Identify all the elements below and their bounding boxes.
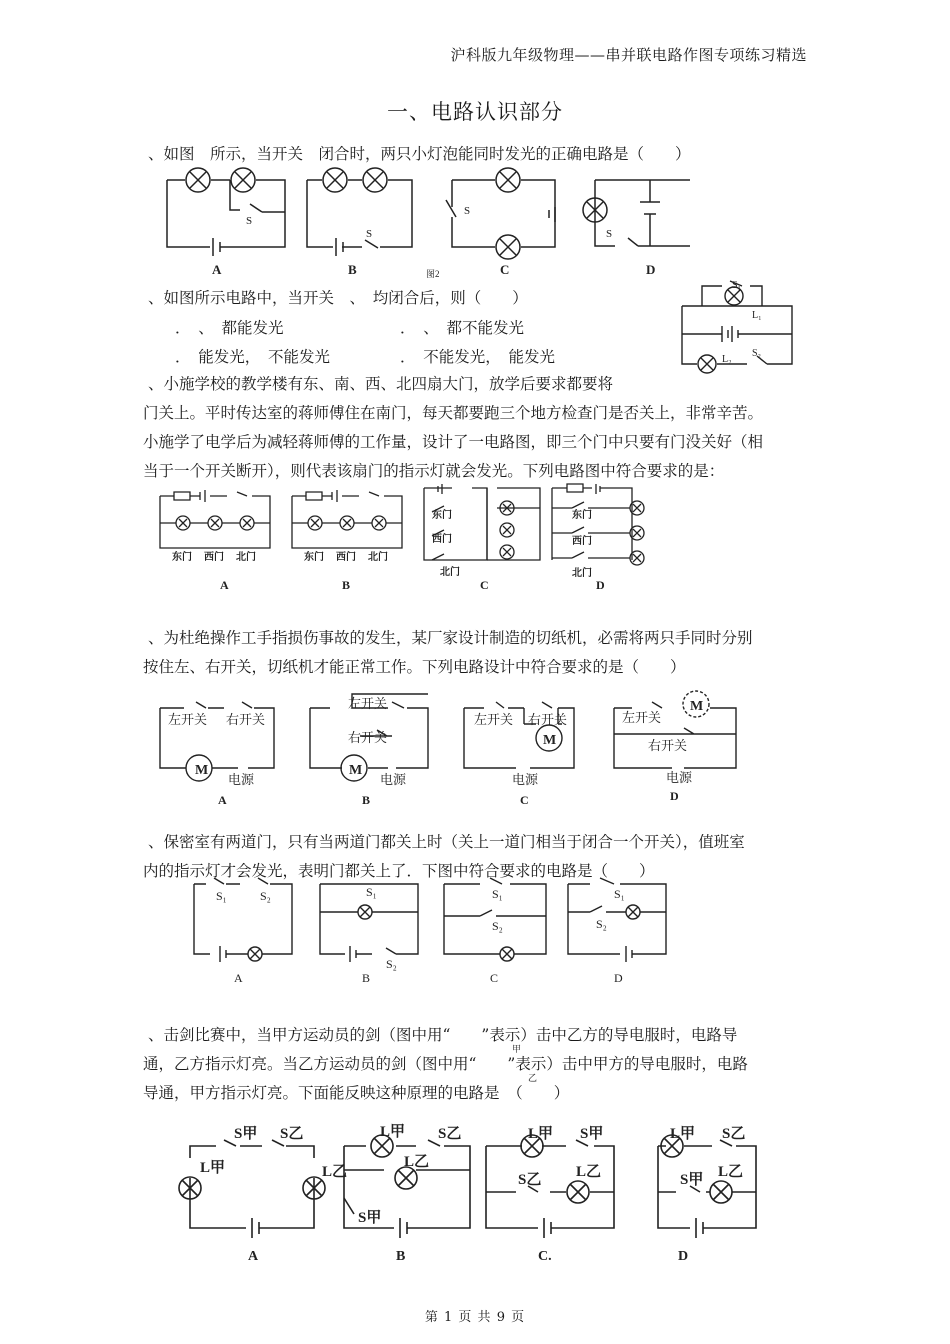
label-s-jia: S甲: [234, 1126, 258, 1142]
question-3-circuits: [152, 478, 652, 596]
label-l-yi: L乙: [404, 1154, 430, 1170]
left-switch-label: 左开关: [622, 710, 662, 725]
label-s2: S₂: [386, 957, 397, 971]
option-c: ． 能发光， 不能发光: [175, 348, 331, 366]
section-title: 一、电路认识部分: [387, 100, 563, 124]
option-d: ． 不能发光， 能发光: [400, 348, 556, 366]
question-3-line-4: 当于一个开关断开），则代表该扇门的指示灯就会发光。下列电路图中符合要求的是：: [143, 462, 725, 480]
label-l-jia: L甲: [670, 1126, 696, 1142]
switch-label: S: [246, 215, 253, 227]
figure-label-a: A: [248, 1249, 259, 1264]
label-s2: S₂: [492, 919, 503, 933]
motor-label: M: [690, 699, 704, 714]
label-s-yi: S乙: [280, 1126, 304, 1142]
label-l-jia: L甲: [380, 1124, 406, 1140]
question-2-text: 、如图所示电路中，当开关 、 均闭合后，则（ ）: [148, 289, 528, 307]
right-switch-label: 右开关: [226, 712, 266, 727]
power-label: 电源: [512, 772, 539, 787]
door-label-east: 东门: [572, 510, 592, 521]
label-s-jia: S甲: [680, 1172, 704, 1188]
door-label-east: 东门: [304, 552, 324, 563]
door-label-north: 北门: [368, 552, 388, 563]
question-4-circuits: [152, 686, 752, 810]
door-label-north: 北门: [440, 567, 460, 578]
figure-label-d: D: [646, 262, 656, 277]
question-3-line-3: 小施学了电学后为减轻蒋师傅的工作量，设计了一电路图，即三个门中只要有门没关好（相: [143, 433, 764, 451]
label-s-yi: S乙: [438, 1126, 462, 1142]
label-s2: S₂: [752, 348, 762, 359]
motor-label: M: [349, 763, 363, 778]
figure-label-c: C.: [538, 1249, 552, 1264]
question-2-circuit: [672, 276, 802, 380]
figure-label-a: A: [234, 971, 243, 985]
label-s1: S₁: [366, 885, 377, 899]
question-5-line-2: 内的指示灯才会发光，表明门都关上了．下图中符合要求的电路是（ ）: [143, 862, 655, 880]
label-s1: S₁: [216, 889, 227, 903]
mark-yi: 乙: [528, 1074, 538, 1084]
question-6-line-3: 导通，甲方指示灯亮。下面能反映这种原理的电路是 （ ）: [143, 1084, 570, 1102]
label-s-yi: S乙: [722, 1126, 746, 1142]
label-l1: L₁: [752, 310, 762, 321]
option-b: ． 、 都不能发光: [400, 319, 525, 337]
figure-label-a: A: [220, 578, 229, 592]
page-footer: 第 1 页 共 9 页: [424, 1310, 526, 1325]
question-3-line-2: 门关上。平时传达室的蒋师傅住在南门，每天都要跑三个地方检查门是否关上，非常辛苦。: [143, 404, 764, 422]
question-5-circuits: [190, 872, 680, 990]
figure-label-d: D: [670, 789, 679, 803]
figure-label-c: C: [500, 262, 510, 277]
right-switch-label: 右开关: [648, 738, 688, 753]
power-label: 电源: [380, 772, 407, 787]
door-label-east: 东门: [432, 510, 452, 521]
question-6-line-1: 、击剑比赛中，当甲方运动员的剑（图中用“ ”表示）击中乙方的导电服时，电路导: [148, 1026, 738, 1044]
label-s1: S₁: [732, 280, 742, 291]
label-s1: S₁: [492, 887, 503, 901]
figure-label-d: D: [678, 1249, 689, 1264]
figure-label-b: B: [396, 1249, 406, 1264]
door-label-east: 东门: [172, 552, 192, 563]
figure-label-d: D: [596, 578, 605, 592]
left-switch-label: 左开关: [474, 712, 514, 727]
question-5-line-1: 、保密室有两道门，只有当两道门都关上时（关上一道门相当于闭合一个开关），值班室: [148, 833, 745, 851]
question-6-circuits: [176, 1118, 766, 1268]
switch-label: S: [606, 228, 613, 240]
figure-label-b: B: [348, 262, 357, 277]
figure-label-c: C: [490, 971, 499, 985]
door-label-west: 西门: [204, 552, 224, 563]
motor-label: M: [195, 763, 209, 778]
figure-label-b: B: [362, 971, 371, 985]
question-3-line-1: 、小施学校的教学楼有东、南、西、北四扇大门，放学后要求都要将: [148, 375, 614, 393]
figure-caption: 图2: [426, 269, 440, 279]
left-switch-label: 左开关: [168, 712, 208, 727]
figure-label-a: A: [218, 793, 227, 807]
question-4-line-1: 、为杜绝操作工手指损伤事故的发生，某厂家设计制造的切纸机，必需将两只手同时分别: [148, 629, 753, 647]
right-switch-label: 右开关: [528, 712, 568, 727]
label-s-jia: S甲: [358, 1210, 382, 1226]
figure-label-c: C: [520, 793, 529, 807]
label-l2: L₂: [722, 354, 732, 365]
door-label-west: 西门: [572, 536, 592, 547]
motor-label: M: [543, 733, 557, 748]
question-1-text: 、如图 所示，当开关 闭合时，两只小灯泡能同时发光的正确电路是（ ）: [148, 145, 691, 163]
figure-label-b: B: [362, 793, 371, 807]
label-l-yi: L乙: [718, 1164, 744, 1180]
figure-label-c: C: [480, 578, 489, 592]
figure-label-d: D: [614, 971, 623, 985]
label-s2: S₂: [260, 889, 271, 903]
label-l-jia: L甲: [200, 1160, 226, 1176]
label-l-yi: L乙: [322, 1164, 348, 1180]
left-switch-label: 左开关: [348, 696, 388, 711]
figure-label-a: A: [212, 262, 222, 277]
right-switch-label: 右开关: [348, 730, 388, 745]
label-s2: S₂: [596, 917, 607, 931]
label-s-yi: S乙: [518, 1172, 542, 1188]
question-4-line-2: 按住左、右开关，切纸机才能正常工作。下列电路设计中符合要求的是（ ）: [143, 658, 686, 676]
option-a: ． 、 都能发光: [175, 319, 284, 337]
question-1-circuits: [150, 162, 690, 282]
door-label-west: 西门: [336, 552, 356, 563]
switch-label: S: [464, 205, 471, 217]
page-header: 沪科版九年级物理——串并联电路作图专项练习精选: [450, 46, 807, 64]
label-l-jia: L甲: [528, 1126, 554, 1142]
figure-label-b: B: [342, 578, 351, 592]
door-label-west: 西门: [432, 534, 452, 545]
label-s-jia: S甲: [580, 1126, 604, 1142]
door-label-north: 北门: [236, 552, 256, 563]
label-l-yi: L乙: [576, 1164, 602, 1180]
switch-label: S: [366, 228, 373, 240]
question-6-line-2: 通，乙方指示灯亮。当乙方运动员的剑（图中用“ ”表示）击中甲方的导电服时，电路: [143, 1055, 748, 1073]
door-label-north: 北门: [572, 568, 592, 579]
power-label: 电源: [666, 770, 693, 785]
label-s1: S₁: [614, 887, 625, 901]
power-label: 电源: [228, 772, 255, 787]
mark-jia: 甲: [512, 1045, 522, 1055]
